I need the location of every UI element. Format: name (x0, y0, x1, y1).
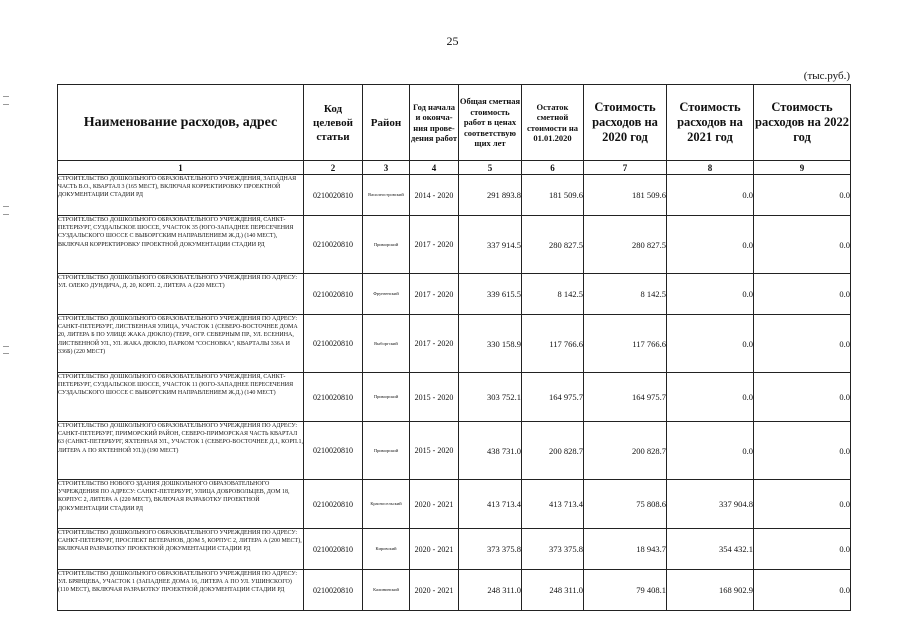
column-number: 8 (667, 161, 754, 175)
row-code: 0210020810 (304, 570, 363, 611)
row-remaining-cost: 200 828.7 (522, 422, 584, 480)
row-code: 0210020810 (304, 422, 363, 480)
row-cost-2021: 0.0 (667, 175, 754, 216)
row-years: 2017 - 2020 (410, 315, 459, 373)
row-remaining-cost: 373 375.8 (522, 529, 584, 570)
row-cost-2022: 0.0 (754, 422, 851, 480)
table-row (58, 175, 851, 216)
row-name: СТРОИТЕЛЬСТВО ДОШКОЛЬНОГО ОБРАЗОВАТЕЛЬНОГО УЧРЕЖДЕНИЯ, ЗАПАДНАЯ ЧАСТЬ В.О., КВАРТАЛ 3 (165 МЕСТ), ВКЛЮЧАЯ КОРРЕКТИРОВКУ ПРОЕКТНОЙ ДОКУМЕНТАЦИИ СТАДИИ РД (58, 175, 304, 216)
row-total-cost: 291 893.8 (459, 175, 522, 216)
column-number: 3 (363, 161, 410, 175)
row-code: 0210020810 (304, 480, 363, 529)
column-number: 4 (410, 161, 459, 175)
header-cost-2021: Стоимость расходов на 2021 год (667, 85, 754, 161)
row-district: Фрунзенский (363, 274, 410, 315)
table-row (58, 373, 851, 422)
page-number: 25 (446, 34, 459, 48)
row-cost-2021: 168 902.9 (667, 570, 754, 611)
row-code: 0210020810 (304, 216, 363, 274)
row-years: 2014 - 2020 (410, 175, 459, 216)
row-cost-2022: 0.0 (754, 274, 851, 315)
row-total-cost: 337 914.5 (459, 216, 522, 274)
row-district: Василеостровский (363, 175, 410, 216)
row-years: 2020 - 2021 (410, 480, 459, 529)
row-cost-2020: 200 828.7 (584, 422, 667, 480)
table-row (58, 480, 851, 529)
row-remaining-cost: 280 827.5 (522, 216, 584, 274)
header-total-cost: Общая сметная стоимость работ в ценах соответствую щих лет (459, 85, 522, 161)
row-name: СТРОИТЕЛЬСТВО ДОШКОЛЬНОГО ОБРАЗОВАТЕЛЬНОГО УЧРЕЖДЕНИЯ, САНКТ-ПЕТЕРБУРГ, СУЗДАЛЬСКОЕ ШОССЕ, УЧАСТОК 35 (ЮГО-ЗАПАДНЕЕ ПЕРЕСЕЧЕНИЯ СУЗДАЛЬСКОГО ШОССЕ С ВЫБОРГСКИМ НАПРАВЛЕНИЕМ Ж.Д.) (140 МЕСТ), ВКЛЮЧАЯ КОРРЕКТИРОВКУ ПРОЕКТНОЙ ДОКУМЕНТАЦИИ СТАДИИ РД (58, 216, 304, 274)
row-years: 2020 - 2021 (410, 570, 459, 611)
table-row (58, 529, 851, 570)
row-cost-2022: 0.0 (754, 373, 851, 422)
row-district: Кировский (363, 529, 410, 570)
margin-mark (3, 206, 9, 207)
row-district: Приморский (363, 373, 410, 422)
row-cost-2020: 280 827.5 (584, 216, 667, 274)
table-row (58, 274, 851, 315)
margin-mark (3, 346, 9, 347)
row-code: 0210020810 (304, 175, 363, 216)
row-total-cost: 248 311.0 (459, 570, 522, 611)
table-header-row (58, 85, 851, 161)
row-total-cost: 303 752.1 (459, 373, 522, 422)
header-remaining-cost: Остаток сметной стоимости на 01.01.2020 (522, 85, 584, 161)
column-number: 5 (459, 161, 522, 175)
row-cost-2020: 18 943.7 (584, 529, 667, 570)
table-row (58, 216, 851, 274)
row-code: 0210020810 (304, 529, 363, 570)
table-row (58, 422, 851, 480)
row-remaining-cost: 413 713.4 (522, 480, 584, 529)
column-number: 1 (58, 161, 304, 175)
row-code: 0210020810 (304, 315, 363, 373)
header-code: Код целевой статьи (304, 85, 363, 161)
header-cost-2020: Стоимость расходов на 2020 год (584, 85, 667, 161)
row-cost-2020: 164 975.7 (584, 373, 667, 422)
row-cost-2021: 0.0 (667, 373, 754, 422)
margin-mark (3, 353, 9, 354)
table-row (58, 570, 851, 611)
row-total-cost: 438 731.0 (459, 422, 522, 480)
row-years: 2020 - 2021 (410, 529, 459, 570)
row-name: СТРОИТЕЛЬСТВО ДОШКОЛЬНОГО ОБРАЗОВАТЕЛЬНОГО УЧРЕЖДЕНИЯ ПО АДРЕСУ: УЛ. БРЯНЦЕВА, УЧАСТОК 1 (ЗАПАДНЕЕ ДОМА 16, ЛИТЕРА А ПО УЛ. УШИНСКОГО) (110 МЕСТ), ВКЛЮЧАЯ РАЗРАБОТКУ ПРОЕКТНОЙ ДОКУМЕНТАЦИИ СТАДИИ РД (58, 570, 304, 611)
row-name: СТРОИТЕЛЬСТВО ДОШКОЛЬНОГО ОБРАЗОВАТЕЛЬНОГО УЧРЕЖДЕНИЯ, САНКТ-ПЕТЕРБУРГ, СУЗДАЛЬСКОЕ ШОССЕ, УЧАСТОК 11 (ЮГО-ЗАПАДНЕЕ ПЕРЕСЕЧЕНИЯ СУЗДАЛЬСКОГО ШОССЕ С ВЫБОРГСКИМ НАПРАВЛЕНИЕМ Ж.Д.) (140 МЕСТ) (58, 373, 304, 422)
row-cost-2020: 8 142.5 (584, 274, 667, 315)
table-row (58, 315, 851, 373)
row-cost-2022: 0.0 (754, 216, 851, 274)
row-total-cost: 413 713.4 (459, 480, 522, 529)
row-district: Выборгский (363, 315, 410, 373)
column-number: 9 (754, 161, 851, 175)
row-years: 2015 - 2020 (410, 422, 459, 480)
row-cost-2021: 0.0 (667, 216, 754, 274)
row-cost-2022: 0.0 (754, 570, 851, 611)
header-district: Район (363, 85, 410, 161)
row-code: 0210020810 (304, 274, 363, 315)
row-years: 2017 - 2020 (410, 274, 459, 315)
row-total-cost: 339 615.5 (459, 274, 522, 315)
column-number-row (58, 161, 851, 175)
row-cost-2022: 0.0 (754, 529, 851, 570)
row-cost-2021: 337 904.8 (667, 480, 754, 529)
row-cost-2021: 0.0 (667, 274, 754, 315)
budget-table (57, 84, 851, 611)
row-remaining-cost: 164 975.7 (522, 373, 584, 422)
row-cost-2022: 0.0 (754, 315, 851, 373)
row-remaining-cost: 8 142.5 (522, 274, 584, 315)
header-name: Наименование расходов, адрес (58, 85, 304, 161)
row-years: 2015 - 2020 (410, 373, 459, 422)
row-district: Калининский (363, 570, 410, 611)
row-cost-2021: 0.0 (667, 315, 754, 373)
row-name: СТРОИТЕЛЬСТВО ДОШКОЛЬНОГО ОБРАЗОВАТЕЛЬНОГО УЧРЕЖДЕНИЯ ПО АДРЕСУ: САНКТ-ПЕТЕРБУРГ, ПРОСПЕКТ ВЕТЕРАНОВ, ДОМ 5, КОРПУС 2, ЛИТЕРА А (200 МЕСТ), ВКЛЮЧАЯ РАЗРАБОТКУ ПРОЕКТНОЙ ДОКУМЕНТАЦИИ СТАДИИ РД (58, 529, 304, 570)
units-label: (тыс.руб.) (803, 70, 850, 82)
column-number: 7 (584, 161, 667, 175)
row-cost-2020: 117 766.6 (584, 315, 667, 373)
row-name: СТРОИТЕЛЬСТВО НОВОГО ЗДАНИЯ ДОШКОЛЬНОГО ОБРАЗОВАТЕЛЬНОГО УЧРЕЖДЕНИЯ ПО АДРЕСУ: САНКТ-ПЕТЕРБУРГ, УЛИЦА ДОБРОВОЛЬЦЕВ, ДОМ 18, КОРПУС 2, ЛИТЕРА А (220 МЕСТ), ВКЛЮЧАЯ РАЗРАБОТКУ ПРОЕКТНОЙ ДОКУМЕНТАЦИИ СТАДИИ РД (58, 480, 304, 529)
row-cost-2021: 354 432.1 (667, 529, 754, 570)
margin-mark (3, 104, 9, 105)
row-remaining-cost: 181 509.6 (522, 175, 584, 216)
row-cost-2020: 79 408.1 (584, 570, 667, 611)
margin-mark (3, 214, 9, 215)
row-name: СТРОИТЕЛЬСТВО ДОШКОЛЬНОГО ОБРАЗОВАТЕЛЬНОГО УЧРЕЖДЕНИЯ ПО АДРЕСУ: САНКТ-ПЕТЕРБУРГ, ЛИСТВЕННАЯ УЛИЦА, УЧАСТОК 1 (СЕВЕРО-ВОСТОЧНЕЕ ДОМА 20, ЛИТЕРА Б ПО УЛИЦЕ ЖАКА ДЮКЛО) (ТЕРР., ОГР. СЕВЕРНЫМ ПР., УЛ. ЕСЕНИНА, ЛИСТВЕННОЙ УЛ., УЛ. ЖАКА ДЮКЛО, ПАРКОМ "СОСНОВКА", КВАРТАЛЫ 336А И 336Б) (220 МЕСТ) (58, 315, 304, 373)
row-cost-2022: 0.0 (754, 175, 851, 216)
row-cost-2022: 0.0 (754, 480, 851, 529)
header-years: Год начала и оконча-ния прове-дения работ (410, 85, 459, 161)
row-cost-2021: 0.0 (667, 422, 754, 480)
row-code: 0210020810 (304, 373, 363, 422)
row-district: Красносельский (363, 480, 410, 529)
row-total-cost: 373 375.8 (459, 529, 522, 570)
row-name: СТРОИТЕЛЬСТВО ДОШКОЛЬНОГО ОБРАЗОВАТЕЛЬНОГО УЧРЕЖДЕНИЯ ПО АДРЕСУ: САНКТ-ПЕТЕРБУРГ, ПРИМОРСКИЙ РАЙОН, СЕВЕРО-ПРИМОРСКАЯ ЧАСТЬ КВАРТАЛ 63 (САНКТ-ПЕТЕРБУРГ, ЯХТЕННАЯ УЛ., УЧАСТОК 1 (СЕВЕРО-ВОСТОЧНЕЕ Д.1, КОРП.1, ЛИТЕРА А ПО ЯХТЕННОЙ УЛ.)) (190 МЕСТ) (58, 422, 304, 480)
row-remaining-cost: 248 311.0 (522, 570, 584, 611)
row-district: Приморский (363, 216, 410, 274)
row-district: Приморский (363, 422, 410, 480)
row-remaining-cost: 117 766.6 (522, 315, 584, 373)
margin-mark (3, 96, 9, 97)
row-total-cost: 330 158.9 (459, 315, 522, 373)
row-name: СТРОИТЕЛЬСТВО ДОШКОЛЬНОГО ОБРАЗОВАТЕЛЬНОГО УЧРЕЖДЕНИЯ ПО АДРЕСУ: УЛ. ОЛЕКО ДУНДИЧА, Д. 20, КОРП. 2, ЛИТЕРА А (220 МЕСТ) (58, 274, 304, 315)
column-number: 6 (522, 161, 584, 175)
column-number: 2 (304, 161, 363, 175)
row-cost-2020: 75 808.6 (584, 480, 667, 529)
row-years: 2017 - 2020 (410, 216, 459, 274)
row-cost-2020: 181 509.6 (584, 175, 667, 216)
header-cost-2022: Стоимость расходов на 2022 год (754, 85, 851, 161)
